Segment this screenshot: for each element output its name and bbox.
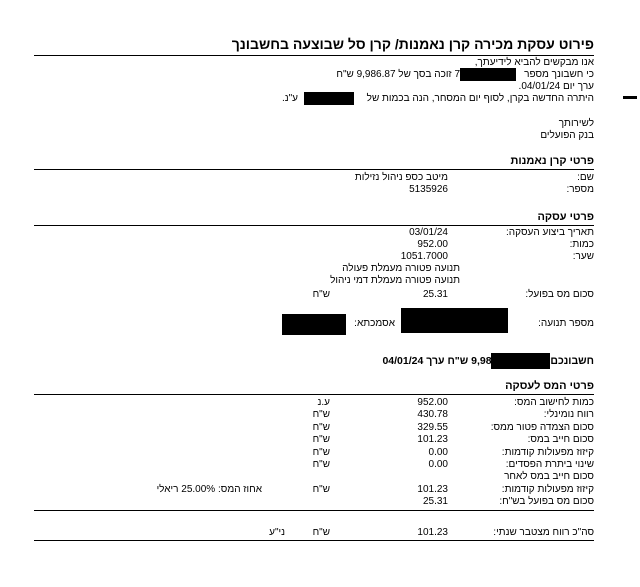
margin-mark xyxy=(623,96,637,99)
tax-row-label: קיזוז מפעולות קודמות: xyxy=(501,484,594,495)
annual-profit-value: 101.23 xyxy=(417,527,448,538)
rate-label: שער: xyxy=(572,251,594,262)
fund-number-label: מספר: xyxy=(566,184,594,195)
tax-row-label: רווח נומינלי: xyxy=(543,409,594,420)
tax-row-unit: ע.נ xyxy=(317,397,330,408)
annual-profit-note: ני"ע xyxy=(269,527,285,538)
tax-paid-unit: ש"ח xyxy=(312,289,330,300)
fund-details-heading: פרטי קרן נאמנות xyxy=(510,155,594,167)
rate-value: 1051.7000 xyxy=(400,251,448,262)
tax-row-value: 952.00 xyxy=(417,397,448,408)
quantity-value: 952.00 xyxy=(417,239,448,250)
tax-row-value: 101.23 xyxy=(417,434,448,445)
exempt-action-fee: תנועה פטורה מעמלת פעולה xyxy=(342,263,460,274)
account-summary-label: חשבונכם xyxy=(550,355,594,367)
tax-row-unit: ש"ח xyxy=(312,459,330,470)
intro-line-1: אנו מבקשים להביא לידיעתך, xyxy=(474,57,594,68)
tax-row-label: סכום חייב במס לאחר xyxy=(504,471,594,482)
intro-line-4b: ע"נ. xyxy=(281,93,298,104)
tax-paid-label: סכום מס בפועל: xyxy=(525,289,594,300)
title-divider xyxy=(34,55,594,56)
tax-row-label: קיזוז מפעולות קודמות: xyxy=(501,447,594,458)
tax-row-value: 101.23 xyxy=(417,484,448,495)
transaction-date-value: 03/01/24 xyxy=(409,227,448,238)
tax-paid-value: 25.31 xyxy=(422,289,448,300)
account-summary-text: זוכה ב- 9,986.87 ש"ח ערך 04/01/24 xyxy=(382,355,548,367)
tax-row-label: סכום מס בפועל בש"ח: xyxy=(499,496,594,507)
tax-row-label: שינוי ביתרת הפסדים: xyxy=(505,459,594,470)
transaction-heading: פרטי עסקה xyxy=(537,211,594,223)
intro-line-4a: היתרה החדשה בקרן, לסוף יום המסחר, הנה בכמות של xyxy=(366,93,594,104)
fund-number-value: 5135926 xyxy=(409,184,448,195)
exempt-management-fee: תנועה פטורה מעמלת דמי ניהול xyxy=(330,275,460,286)
fund-name-value: מיטב כספ ניהול נזילות xyxy=(354,172,448,183)
bottom-divider xyxy=(34,540,594,541)
transaction-divider xyxy=(34,225,594,226)
tax-row-unit: ש"ח xyxy=(312,409,330,420)
tax-row-label: כמות לחישוב המס: xyxy=(514,397,594,408)
movement-number-label: מספר תנועה: xyxy=(538,318,594,329)
redacted-balance xyxy=(304,92,354,105)
tax-row-unit: ש"ח xyxy=(312,422,330,433)
tax-row-label: סכום חייב במס: xyxy=(527,434,594,445)
fund-details-divider xyxy=(34,169,594,170)
redacted-account-number xyxy=(460,68,516,81)
tax-row-value: 0.00 xyxy=(428,459,448,470)
transaction-date-label: תאריך ביצוע העסקה: xyxy=(505,227,594,238)
tax-row-value: 430.78 xyxy=(417,409,448,420)
annual-profit-label: סה"כ רווח מצטבר שנתי: xyxy=(493,527,594,538)
intro-line-2a: כי חשבונך מספר xyxy=(524,69,594,80)
tax-row-label: סכום הצמדה פטור ממס: xyxy=(490,422,594,433)
signoff-bank-name: בנק הפועלים xyxy=(540,130,594,141)
tax-row-unit: ש"ח xyxy=(312,484,330,495)
reference-label: אסמכתא: xyxy=(354,318,395,329)
redacted-reference xyxy=(282,314,346,335)
tax-row-value: 329.55 xyxy=(417,422,448,433)
tax-row-unit: ש"ח xyxy=(312,434,330,445)
redacted-movement-number xyxy=(401,308,508,333)
intro-line-3: ערך יום 04/01/24. xyxy=(518,81,594,92)
document-title: פירוט עסקת מכירה קרן נאמנות/ קרן סל שבוצעה בחשבונך xyxy=(231,36,594,52)
fund-name-label: שם: xyxy=(577,172,594,183)
tax-details-heading: פרטי המס לעסקה xyxy=(505,380,594,392)
quantity-label: כמות: xyxy=(569,239,594,250)
annual-profit-unit: ש"ח xyxy=(312,527,330,538)
tax-row-note: אחוז המס: 25.00% ריאלי xyxy=(156,484,262,495)
tax-details-divider xyxy=(34,394,594,395)
intro-line-2b: 7 זוכה בסך של 9,986.87 ש"ח xyxy=(336,69,460,80)
signoff-line-1: לשירותך xyxy=(558,118,594,129)
tax-row-value: 25.31 xyxy=(422,496,448,507)
tax-total-divider xyxy=(34,510,594,511)
tax-row-value: 0.00 xyxy=(428,447,448,458)
tax-row-unit: ש"ח xyxy=(312,447,330,458)
